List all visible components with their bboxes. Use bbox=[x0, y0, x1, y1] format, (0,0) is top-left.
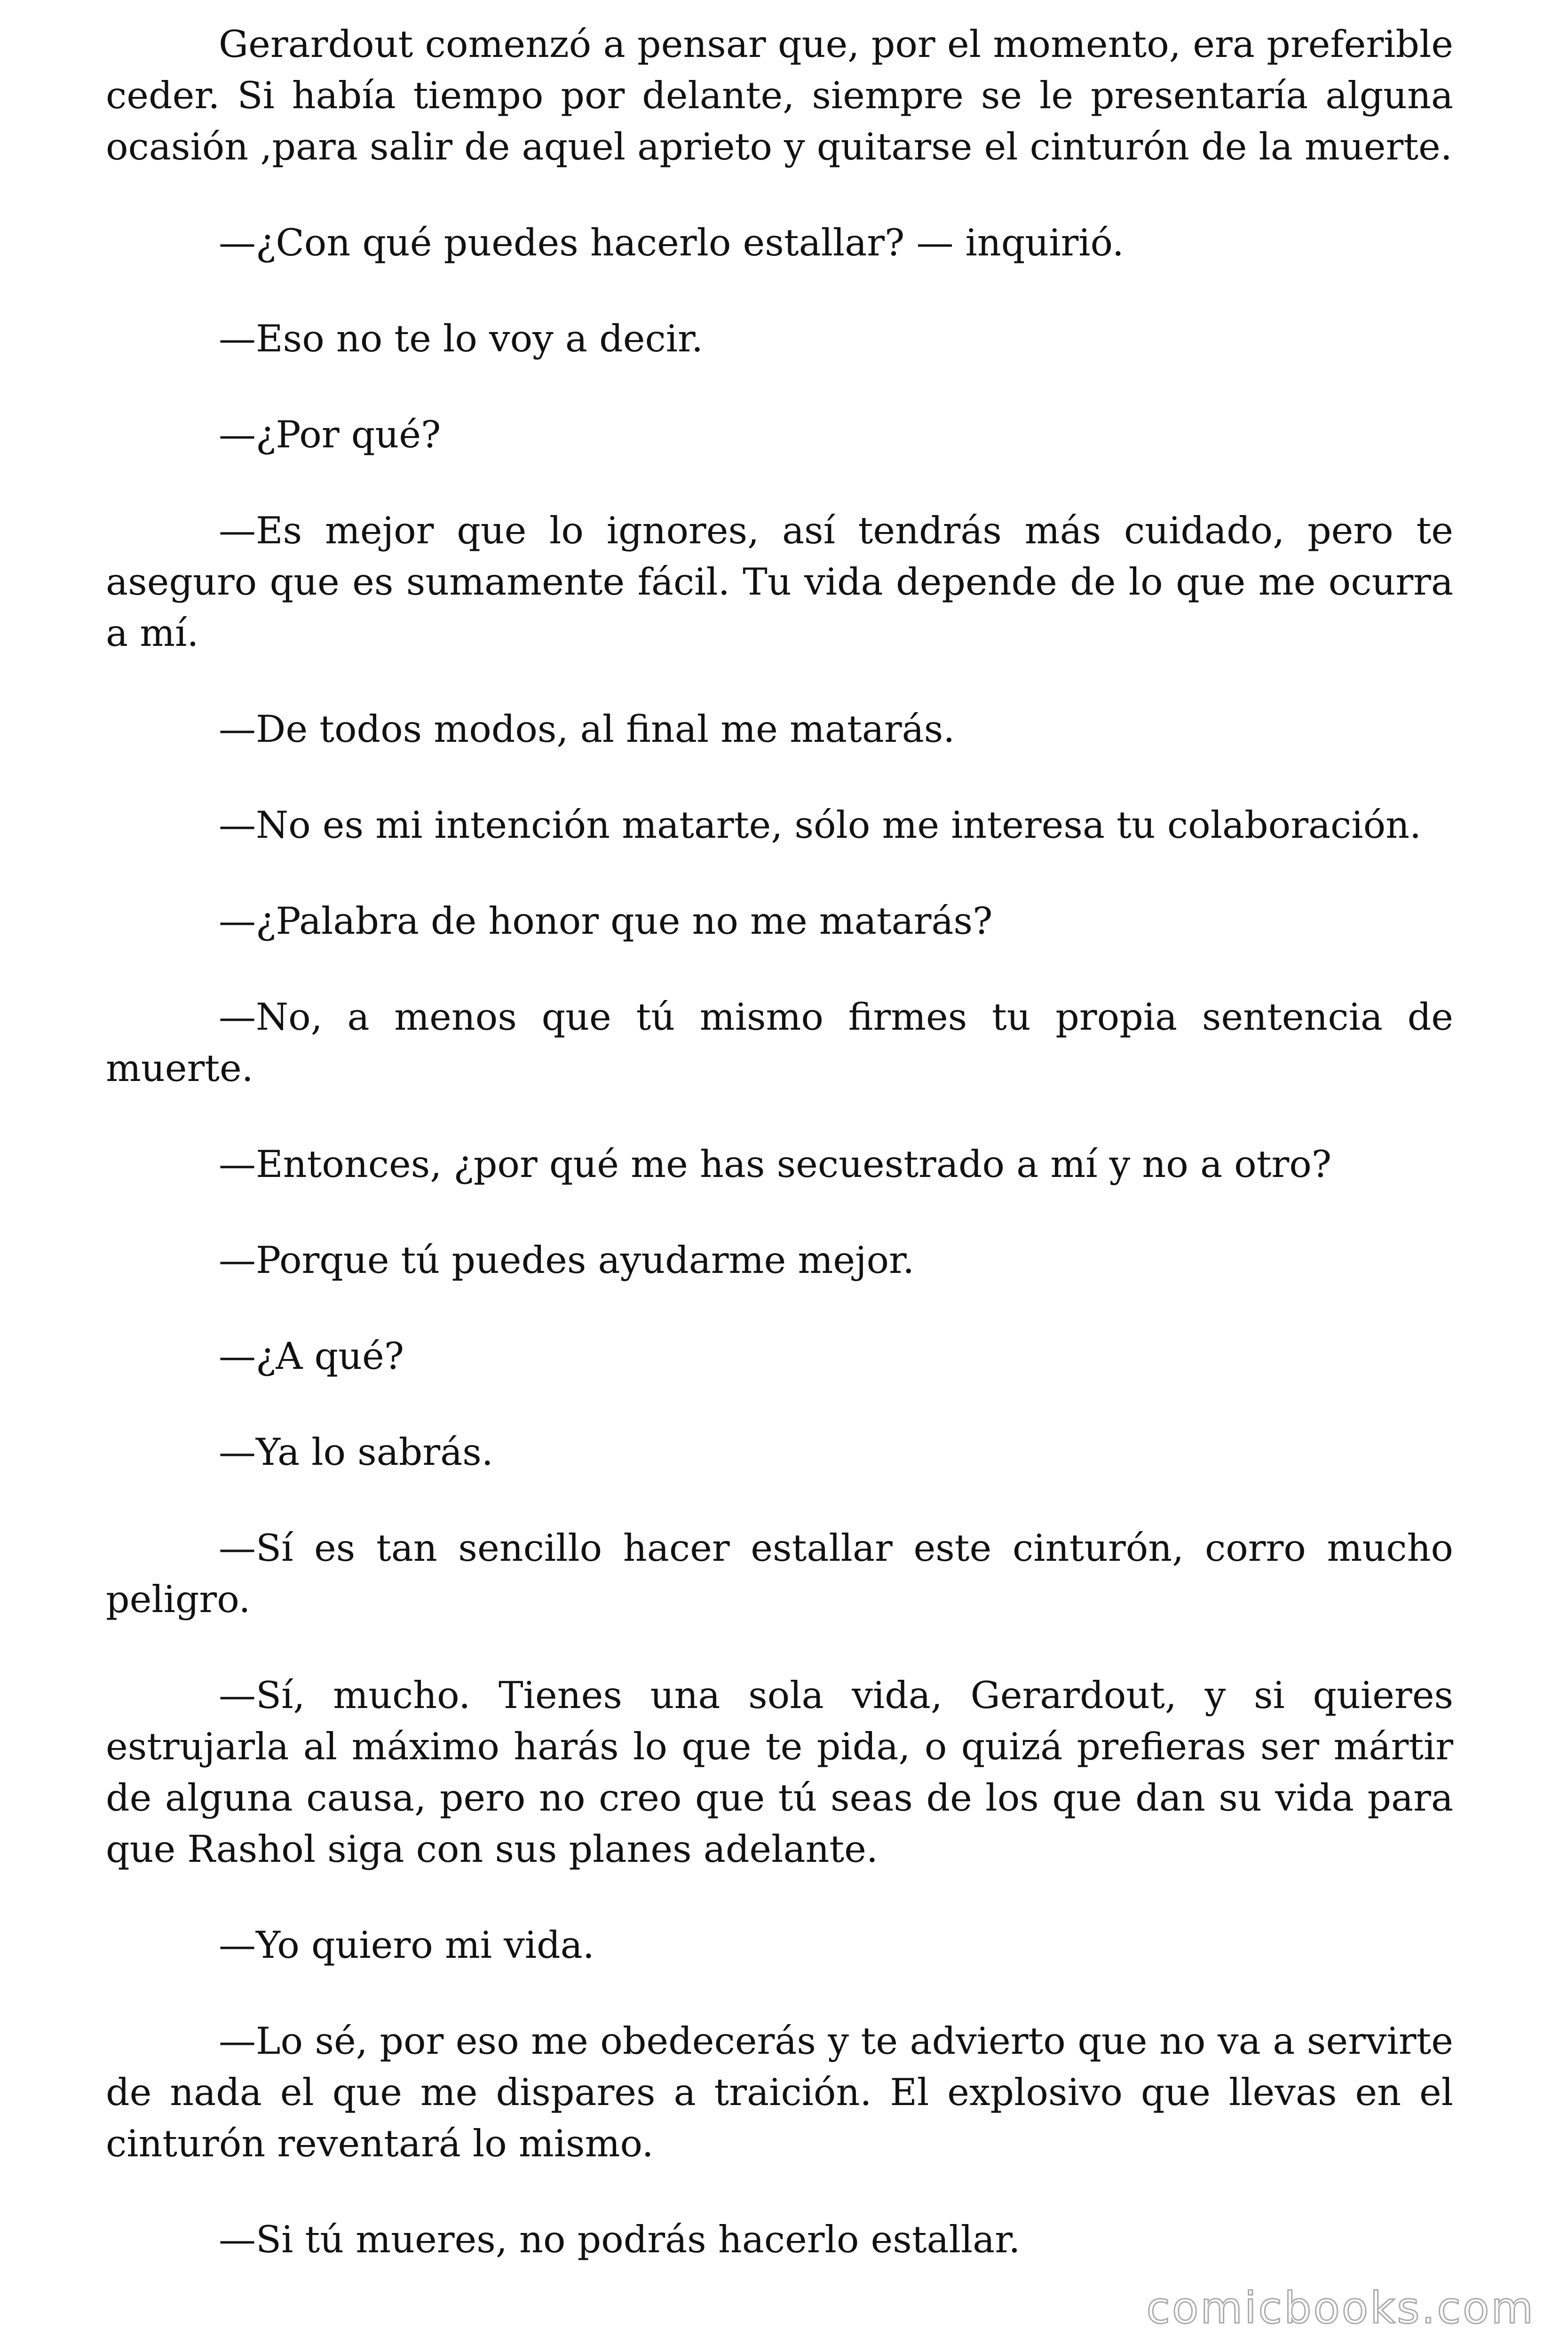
paragraph: —No, a menos que tú mismo firmes tu propia sentencia de muerte. bbox=[106, 995, 1453, 1090]
paragraph: —¿Con qué puedes hacerlo estallar? — inquirió. bbox=[219, 221, 1124, 264]
paragraph: —¿Por qué? bbox=[219, 413, 441, 456]
paragraph: —Yo quiero mi vida. bbox=[219, 1923, 594, 1967]
paragraph: Gerardout comenzó a pensar que, por el momento, era preferible ceder. Si había tiempo por delante, siempre se le presentaría alguna ocasión ,para salir de aquel aprieto y quitarse el cinturón de la muerte. bbox=[106, 23, 1453, 168]
paragraph: —Entonces, ¿por qué me has secuestrado a mí y no a otro? bbox=[219, 1143, 1332, 1186]
paragraph: —Porque tú puedes ayudarme mejor. bbox=[219, 1239, 915, 1282]
paragraph: —Lo sé, por eso me obedecerás y te advierto que no va a servirte de nada el que me dispares a traición. El explosivo que llevas en el cinturón reventará lo mismo. bbox=[106, 2019, 1453, 2165]
watermark: comicbooks.com bbox=[1146, 2283, 1535, 2333]
paragraph: —De todos modos, al final me matarás. bbox=[219, 707, 955, 751]
body-text bbox=[106, 19, 1453, 2310]
paragraph: —Sí es tan sencillo hacer estallar este cinturón, corro mucho peligro. bbox=[106, 1526, 1453, 1621]
paragraph: —Sí, mucho. Tienes una sola vida, Gerardout, y si quieres estrujarla al máximo harás lo que te pida, o quizá prefieras ser mártir de alguna causa, pero no creo que tú seas de los que dan su vida para que Rashol siga con sus planes adelante. bbox=[106, 1674, 1453, 1871]
paragraph: —¿A qué? bbox=[219, 1335, 404, 1378]
paragraph: —No es mi intención matarte, sólo me interesa tu colaboración. bbox=[219, 803, 1422, 847]
paragraph: —Ya lo sabrás. bbox=[219, 1430, 493, 1474]
paragraph: —Eso no te lo voy a decir. bbox=[219, 317, 704, 360]
paragraph: —¿Palabra de honor que no me matarás? bbox=[219, 899, 993, 943]
paragraph: —Si tú mueres, no podrás hacerlo estallar. bbox=[219, 2218, 1021, 2261]
paragraph: —Es mejor que lo ignores, así tendrás más cuidado, pero te aseguro que es sumamente fácil. Tu vida depende de lo que me ocurra a mí. bbox=[106, 509, 1453, 655]
